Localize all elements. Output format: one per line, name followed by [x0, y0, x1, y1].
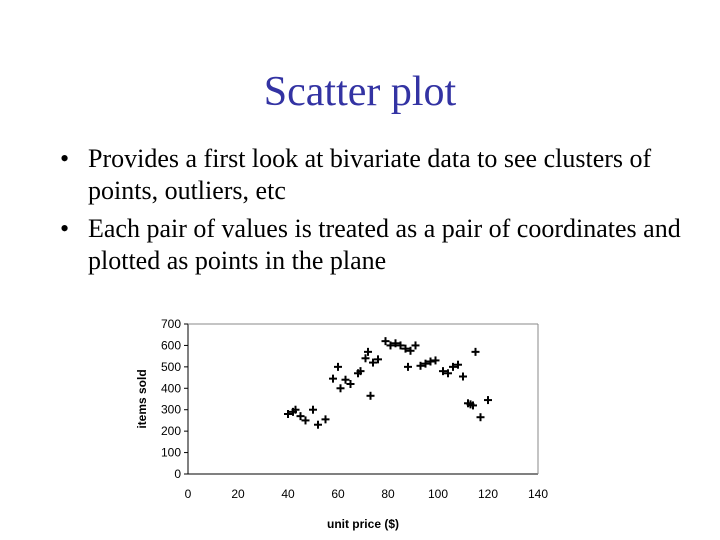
bullet-item — [60, 143, 700, 207]
y-tick-label: 0 — [174, 467, 181, 481]
y-tick-label: 100 — [160, 445, 181, 460]
bullet-symbol: • — [60, 144, 70, 173]
y-tick-label: 600 — [160, 338, 181, 353]
bullet-text: Provides a first look at bivariate data to see clusters of points, outliers, etc — [88, 144, 652, 205]
y-tick-label: 500 — [160, 359, 181, 374]
data-point — [302, 416, 310, 424]
data-point — [412, 341, 420, 349]
data-point — [342, 376, 350, 384]
data-point — [329, 375, 337, 383]
x-axis-title: unit price ($) — [326, 517, 400, 531]
data-point — [477, 413, 485, 421]
data-point — [484, 396, 492, 404]
y-tick-label: 400 — [160, 381, 181, 396]
y-tick-label: 300 — [160, 402, 181, 417]
data-point — [322, 415, 330, 423]
data-point — [337, 384, 345, 392]
x-tick-label: 100 — [427, 487, 449, 501]
x-tick-label: 20 — [231, 487, 245, 501]
x-tick-label: 60 — [331, 487, 345, 501]
bullet-symbol: • — [60, 214, 70, 243]
data-point — [297, 412, 305, 420]
data-point — [334, 363, 342, 371]
data-point — [472, 348, 480, 356]
data-point — [347, 380, 355, 388]
data-point — [404, 363, 412, 371]
y-tick-label: 700 — [160, 317, 181, 331]
data-point — [382, 337, 390, 345]
bullet-item — [60, 213, 700, 277]
x-tick-label: 140 — [527, 487, 549, 501]
y-axis-title: items sold — [135, 369, 149, 429]
data-point — [314, 421, 322, 429]
bullet-list — [60, 143, 700, 283]
x-tick-label: 0 — [184, 487, 192, 501]
x-tick-label: 80 — [381, 487, 395, 501]
x-tick-label: 40 — [281, 487, 295, 501]
data-point — [459, 373, 467, 381]
data-point — [367, 392, 375, 400]
y-tick-label: 200 — [160, 424, 181, 439]
scatter-chart — [130, 312, 570, 532]
slide-title: Scatter plot — [263, 69, 457, 115]
data-point — [432, 356, 440, 364]
bullet-text: Each pair of values is treated as a pair of coordinates and plotted as points in the plane — [88, 214, 681, 275]
data-point — [309, 406, 317, 414]
x-tick-label: 120 — [477, 487, 499, 501]
